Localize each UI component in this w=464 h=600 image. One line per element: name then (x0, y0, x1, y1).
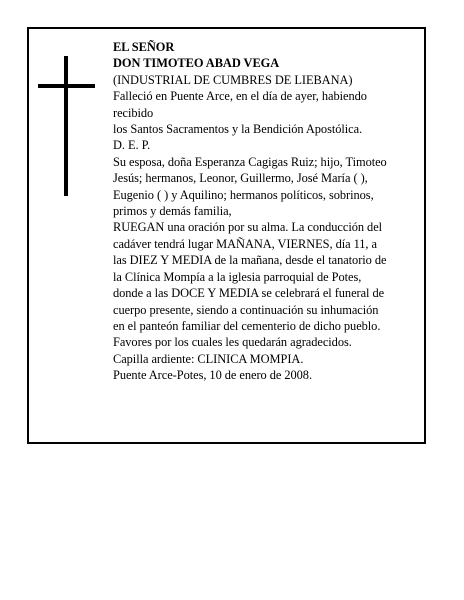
obituary-line: la Clínica Mompía a la iglesia parroquial de Potes, (113, 269, 362, 284)
obituary-line: Puente Arce-Potes, 10 de enero de 2008. (113, 368, 312, 383)
obituary-text (113, 39, 419, 384)
obituary-line: recibido (113, 105, 154, 120)
obituary-line: Capilla ardiente: CLINICA MOMPIA. (113, 351, 304, 366)
obituary-line: D. E. P. (113, 138, 151, 153)
cross-horizontal-bar (38, 84, 95, 88)
obituary-line: donde a las DOCE Y MEDIA se celebrará el funeral de (113, 286, 385, 301)
obituary-line: RUEGAN una oración por su alma. La conducción del (113, 220, 383, 235)
obituary-line: Falleció en Puente Arce, en el día de ayer, habiendo (113, 89, 367, 104)
obituary-line: (INDUSTRIAL DE CUMBRES DE LIEBANA) (113, 72, 353, 87)
obituary-line: Su esposa, doña Esperanza Cagigas Ruiz; hijo, Timoteo (113, 154, 387, 169)
obituary-line: primos y demás familia, (113, 204, 232, 219)
obituary-line: cadáver tendrá lugar MAÑANA, VIERNES, día 11, a (113, 236, 377, 251)
obituary-heading: EL SEÑOR (113, 40, 175, 54)
obituary-line: Favores por los cuales les quedarán agradecidos. (113, 335, 352, 350)
obituary-line: las DIEZ Y MEDIA de la mañana, desde el tanatorio de (113, 253, 387, 268)
obituary-line: los Santos Sacramentos y la Bendición Apostólica. (113, 122, 363, 137)
obituary-line: Jesús; hermanos, Leonor, Guillermo, José María ( ), (113, 171, 368, 186)
obituary-line: Eugenio ( ) y Aquilino; hermanos políticos, sobrinos, (113, 187, 374, 202)
obituary-line: cuerpo presente, siendo a continuación su inhumación (113, 302, 379, 317)
obituary-line: en el panteón familiar del cementerio de dicho pueblo. (113, 318, 381, 333)
deceased-name: DON TIMOTEO ABAD VEGA (113, 56, 280, 71)
cross-vertical-bar (64, 56, 68, 196)
